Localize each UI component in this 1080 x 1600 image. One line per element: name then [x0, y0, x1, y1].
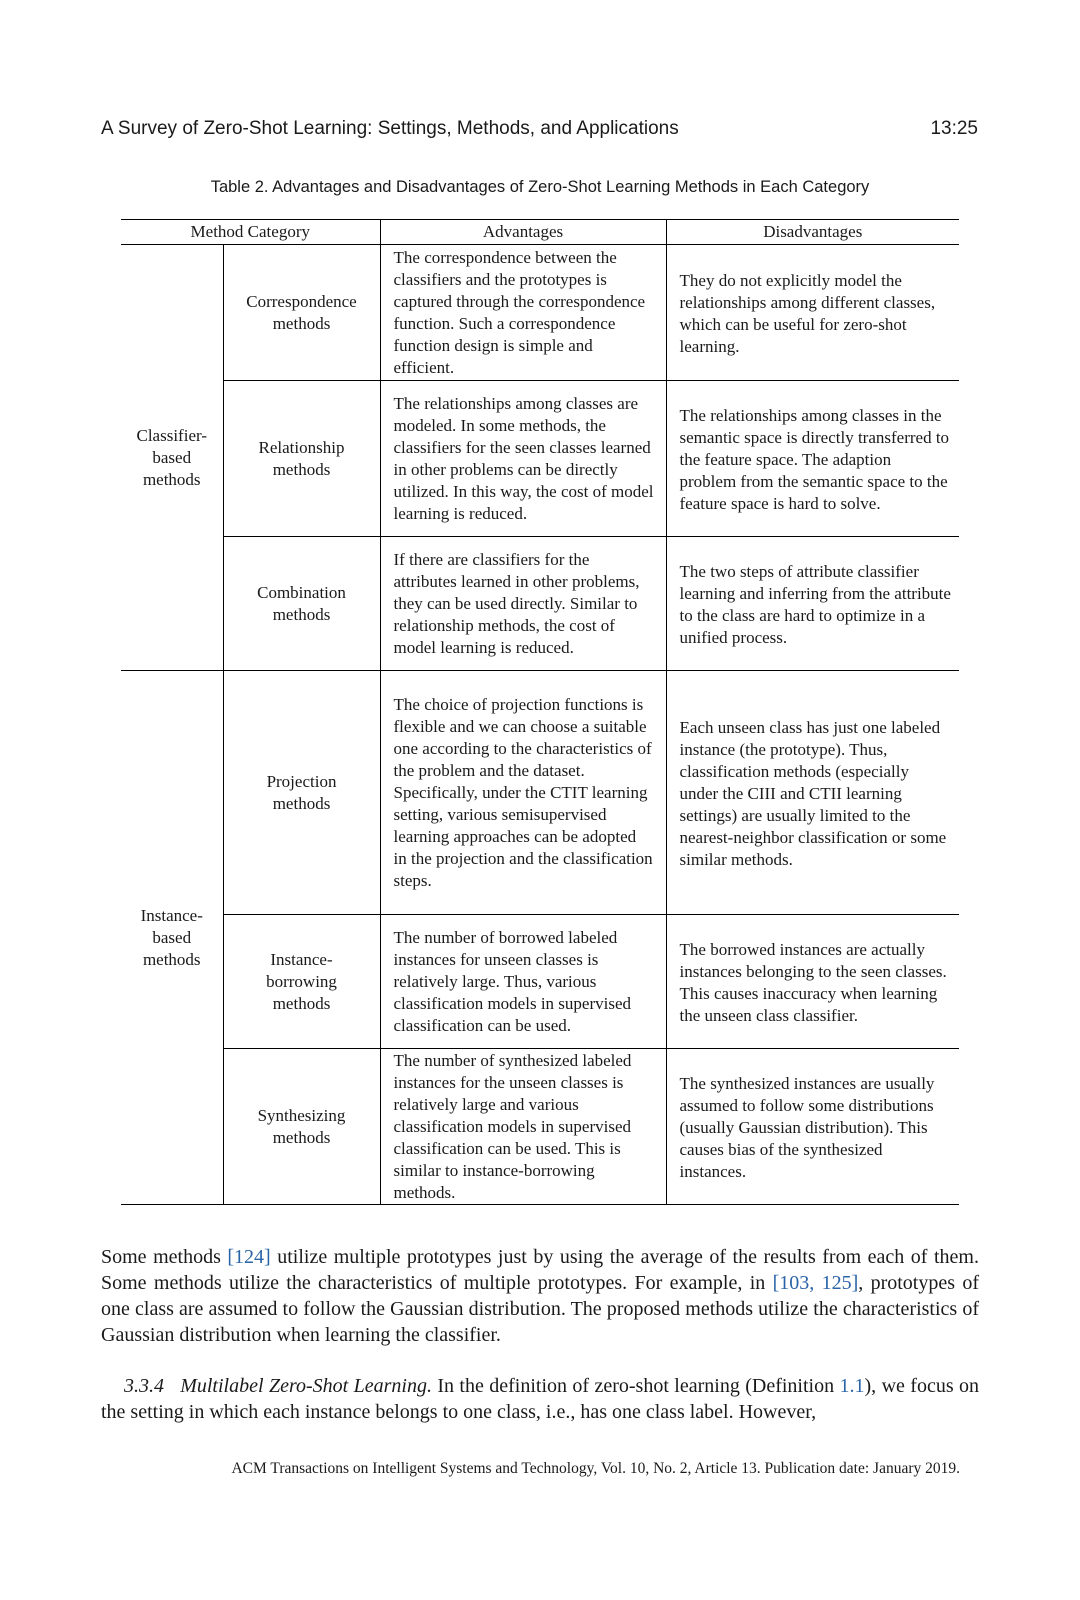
method-label-line: Instance-	[270, 949, 333, 969]
method-label-line: Combination	[257, 582, 346, 602]
definition-link[interactable]: 1.1	[839, 1375, 865, 1397]
table-row	[121, 245, 959, 381]
table-caption: Table 2. Advantages and Disadvantages of Zero-Shot Learning Methods in Each Category	[210, 178, 870, 196]
method-synthesizing	[223, 1049, 380, 1205]
method-label-line: methods	[272, 1127, 331, 1147]
advantages-cell: The number of synthesized labeled instances for the unseen classes is relatively large and various classification models in supervised classification can be used. This is similar to instance-borrowing methods.	[380, 1049, 666, 1205]
disadvantages-cell: They do not explicitly model the relationships among different classes, which can be useful for zero-shot learning.	[666, 245, 959, 381]
text-run: , prototypes of one class are assumed to follow the Gaussian distribution. The proposed methods utilize the characteristics of Gaussian distribution when learning the classifier.	[101, 1272, 980, 1346]
method-label-line: methods	[272, 793, 331, 813]
header-disadvantages: Disadvantages	[666, 220, 959, 245]
disadvantages-cell: The synthesized instances are usually assumed to follow some distributions (usually Gaussian distribution). This causes bias of the synthesized instances.	[666, 1049, 959, 1205]
method-relationship	[223, 381, 380, 537]
table-row	[121, 915, 959, 1049]
table-header-row	[121, 220, 959, 245]
method-label-line: borrowing	[266, 971, 337, 991]
text-run: Some methods	[101, 1246, 228, 1268]
method-label-line: methods	[272, 604, 331, 624]
method-label-line: Projection	[266, 771, 337, 791]
method-label-line: Correspondence	[246, 291, 357, 311]
section-title: Multilabel Zero-Shot Learning.	[180, 1375, 432, 1397]
group-instance-based	[121, 671, 223, 1205]
method-combination	[223, 537, 380, 671]
paper-title: A Survey of Zero-Shot Learning: Settings, Methods, and Applications	[101, 118, 679, 139]
running-head	[101, 118, 978, 140]
journal-footer: ACM Transactions on Intelligent Systems and Technology, Vol. 10, No. 2, Article 13. Publication date: January 2019.	[231, 1460, 960, 1477]
table-row	[121, 671, 959, 915]
group-classifier-based	[121, 245, 223, 671]
method-instance-borrowing	[223, 915, 380, 1049]
method-label-line: Relationship	[258, 437, 345, 457]
citation-link[interactable]: [103, 125]	[772, 1272, 859, 1294]
group-label-line: based	[152, 447, 192, 467]
advantages-cell: The choice of projection functions is flexible and we can choose a suitable one according to the characteristics of the problem and the dataset. Specifically, under the CTIT learning setting, various semisupervised learning approaches can be adopted in the projection and the classification steps.	[380, 671, 666, 915]
table-row	[121, 1049, 959, 1205]
disadvantages-cell: The borrowed instances are actually instances belonging to the seen classes. This causes inaccuracy when learning the unseen class classifier.	[666, 915, 959, 1049]
group-label-line: methods	[142, 949, 201, 969]
method-label-line: methods	[272, 313, 331, 333]
group-label-line: based	[152, 927, 192, 947]
group-label-line: methods	[142, 469, 201, 489]
advantages-cell: If there are classifiers for the attributes learned in other problems, they can be used directly. Similar to relationship methods, the cost of model learning is reduced.	[380, 537, 666, 671]
disadvantages-cell: Each unseen class has just one labeled instance (the prototype). Thus, classification methods (especially under the CIII and CTII learning settings) are usually limited to the nearest-neighbor classification or some similar methods.	[666, 671, 959, 915]
method-label-line: methods	[272, 459, 331, 479]
advantages-cell: The correspondence between the classifiers and the prototypes is captured through the correspondence function. Such a correspondence function design is simple and efficient.	[380, 245, 666, 381]
advantages-cell: The relationships among classes are modeled. In some methods, the classifiers for the seen classes learned in other problems can be directly utilized. In this way, the cost of model learning is reduced.	[380, 381, 666, 537]
group-label-line: Classifier-	[136, 425, 207, 445]
header-advantages: Advantages	[380, 220, 666, 245]
section-paragraph	[101, 1373, 979, 1425]
method-projection	[223, 671, 380, 915]
section-number: 3.3.4	[124, 1375, 164, 1397]
table-row	[121, 537, 959, 671]
group-label-line: Instance-	[140, 905, 203, 925]
table-row	[121, 381, 959, 537]
body-paragraph	[101, 1244, 979, 1348]
disadvantages-cell: The two steps of attribute classifier learning and inferring from the attribute to the class are hard to optimize in a unified process.	[666, 537, 959, 671]
method-label-line: methods	[272, 993, 331, 1013]
method-label-line: Synthesizing	[257, 1105, 346, 1125]
citation-link[interactable]: [124]	[227, 1246, 271, 1268]
comparison-table	[121, 219, 959, 1205]
text-run: utilize multiple prototypes just by using the average of the results from each of them. Some methods utilize the characteristics of multiple prototypes. For example, in	[101, 1246, 979, 1294]
text-run: ), we focus on the setting in which each instance belongs to one class, i.e., has one class label. However,	[101, 1375, 980, 1423]
header-method-category: Method Category	[121, 220, 380, 245]
page-number: 13:25	[930, 118, 978, 139]
disadvantages-cell: The relationships among classes in the semantic space is directly transferred to the feature space. The adaption problem from the semantic space to the feature space is hard to solve.	[666, 381, 959, 537]
text-run: In the definition of zero-shot learning (Definition	[431, 1375, 840, 1397]
method-correspondence	[223, 245, 380, 381]
advantages-cell: The number of borrowed labeled instances for unseen classes is relatively large. Thus, various classification models in supervised classification can be used.	[380, 915, 666, 1049]
